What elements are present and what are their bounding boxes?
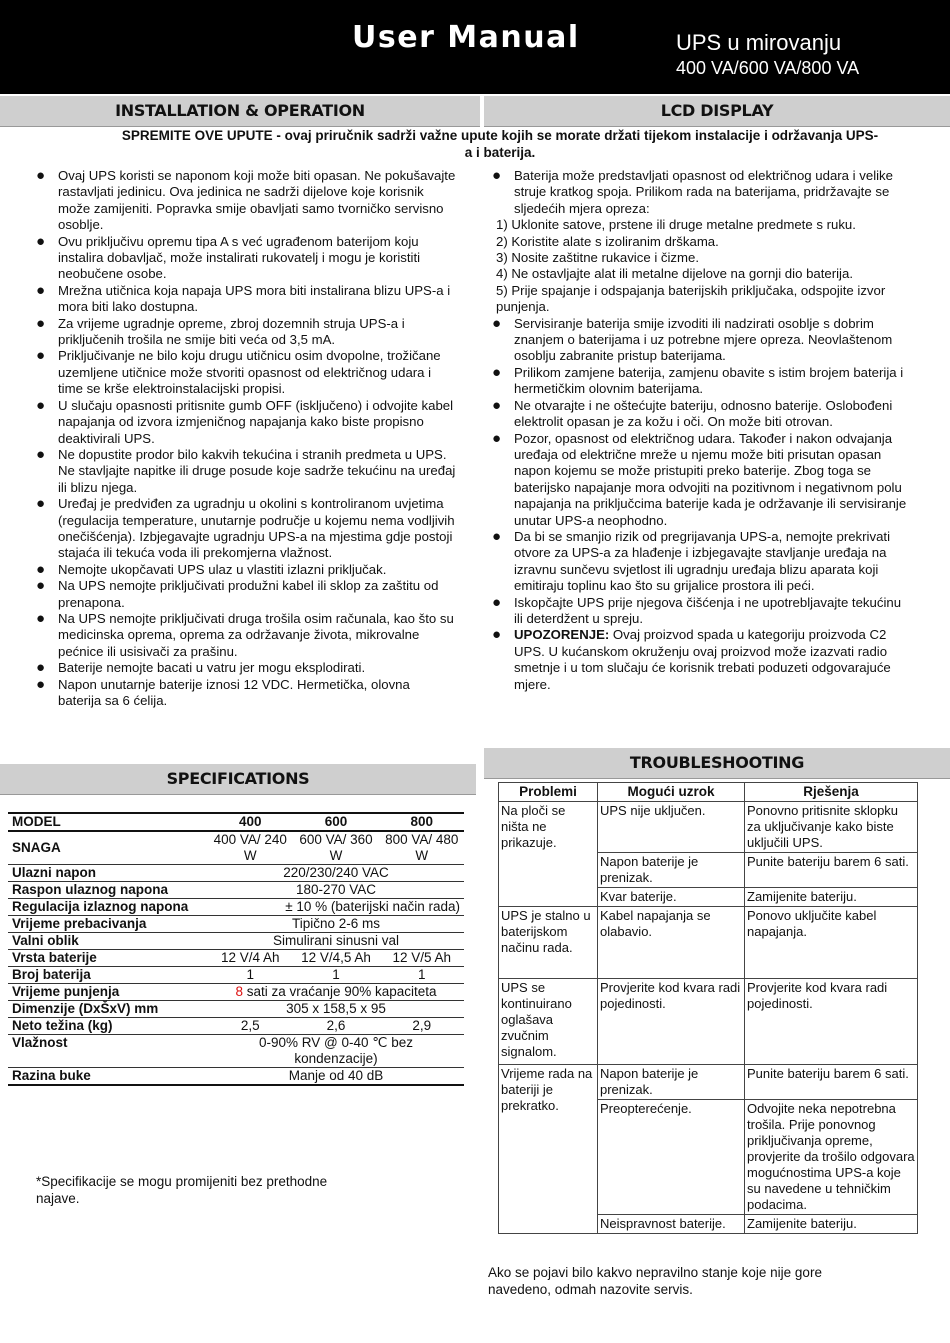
- spec-value: 600 VA/ 360 W: [292, 831, 379, 865]
- spec-label: Vrijeme prebacivanja: [8, 916, 208, 933]
- spec-label: SNAGA: [8, 831, 208, 865]
- list-item: [492, 595, 912, 628]
- spec-row: [8, 984, 464, 1001]
- list-item: [36, 316, 456, 349]
- spec-label: Razina buke: [8, 1068, 208, 1086]
- list-item: [492, 234, 912, 250]
- list-item-text: Priključivanje ne bilo koju drugu utičnicu osim dvopolne, trožičane uzemljene utičnice može stvoriti opasnost od električnog udara i time se krše elektroinstalacijski propisi.: [58, 348, 441, 397]
- spec-label: Valni oblik: [8, 933, 208, 950]
- list-item: [36, 447, 456, 496]
- spec-row: [8, 1035, 464, 1068]
- list-item: [36, 677, 456, 710]
- list-item: [36, 611, 456, 660]
- warning-label: UPOZORENJE:: [514, 627, 610, 643]
- list-item-text: Mrežna utičnica koja napaja UPS mora biti instalirana blizu UPS-a i mora biti lako dostupna.: [58, 282, 451, 315]
- ts-row: [499, 1065, 918, 1100]
- list-item: [36, 283, 456, 316]
- charge-hours: 8: [235, 984, 243, 999]
- spec-value: 220/230/240 VAC: [208, 865, 464, 882]
- list-item-text: Ovaj proizvod spada u kategoriju proizvoda C2 UPS. U kućanskom okruženju ovaj proizvod može izazvati radio smetnje i u tom slučaju će korisnik trebati poduzeti odgovarajuće mjere.: [514, 627, 891, 692]
- bullet-icon: ●: [492, 314, 502, 332]
- list-item-text: Uređaj je predviđen za ugradnju u okolini s kontroliranom uvjetima (regulacija temperature, unutarnje područje u kojemu nema vodljivih onečišćenja). Izbjegavajte ugradnju UPS-a na mjestima gdje postoji stajaća ili tekuća voda ili prekomjerna vlažnost.: [58, 496, 455, 561]
- ts-solution: Odvojite neka nepotrebna trošila. Prije ponovnog priključivanja opreme, provjerite da trošilo odgovara mogućnostima UPS-a koje su navedene u tehničkim podacima.: [745, 1100, 918, 1215]
- spec-value: 2,9: [379, 1018, 464, 1035]
- bullet-icon: ●: [36, 167, 46, 184]
- bullet-icon: ●: [36, 396, 46, 414]
- troubleshooting-heading: TROUBLESHOOTING: [484, 748, 950, 779]
- charge-text: sati za vraćanje 90% kapaciteta: [242, 984, 437, 999]
- spec-row: [8, 1001, 464, 1018]
- spec-label: Vrsta baterije: [8, 950, 208, 967]
- bullet-icon: ●: [36, 232, 46, 250]
- bullet-icon: ●: [492, 626, 502, 644]
- spec-value: 0-90% RV @ 0-40 ℃ bez kondenzacije): [208, 1035, 464, 1068]
- bullet-icon: ●: [36, 560, 46, 578]
- list-item: [36, 578, 456, 611]
- spec-row: [8, 882, 464, 899]
- spec-label: Ulazni napon: [8, 865, 208, 882]
- bullet-icon: ●: [492, 167, 502, 184]
- ts-solution: Ponovo uključite kabel napajanja.: [745, 907, 918, 979]
- list-item-text: 5) Prije spajanje i odspajanja baterijskih priključaka, odspojite izvor punjenja.: [496, 282, 886, 315]
- list-item: [36, 234, 456, 283]
- bullet-icon: ●: [36, 609, 46, 627]
- list-item-text: U slučaju opasnosti pritisnite gumb OFF (isključeno) i odvojite kabel napajanja od izvora izmjeničnog napajanja kako biste propisno deaktivirali UPS.: [58, 397, 454, 446]
- spec-value: 12 V/4,5 Ah: [292, 950, 379, 967]
- list-item: [36, 562, 456, 578]
- ts-cause: Kabel napajanja se olabavio.: [598, 907, 745, 979]
- spec-value: 1: [208, 967, 292, 984]
- spec-row: [8, 916, 464, 933]
- spec-value: 800 VA/ 480 W: [379, 831, 464, 865]
- product-name: UPS u mirovanju: [676, 30, 842, 55]
- list-item-text: Nemojte ukopčavati UPS ulaz u vlastiti izlazni priključak.: [58, 561, 387, 577]
- ts-cause: Napon baterije je prenizak.: [598, 1065, 745, 1100]
- spec-table: [8, 812, 464, 1086]
- list-item-text: Ne otvarajte i ne oštećujte bateriju, odnosno baterije. Oslobođeni elektrolit opasan je za kožu i oči. On može biti otrovan.: [514, 397, 893, 430]
- bullet-icon: ●: [36, 675, 46, 693]
- spec-row: [8, 1068, 464, 1086]
- spec-row: [8, 899, 464, 916]
- spec-value: Manje od 40 dB: [208, 1068, 464, 1086]
- installation-heading: INSTALLATION & OPERATION: [0, 96, 480, 127]
- ts-solution: Punite bateriju barem 6 sati.: [745, 1065, 918, 1100]
- bullet-icon: ●: [36, 659, 46, 677]
- bullet-icon: ●: [492, 527, 502, 545]
- list-item: [36, 168, 456, 234]
- ts-header-cause: Mogući uzrok: [598, 783, 745, 802]
- bullet-icon: ●: [36, 314, 46, 332]
- list-item-text: Prilikom zamjene baterija, zamjenu obavite s istim brojem baterija i hermetičkim olovnim baterijama.: [514, 364, 904, 397]
- bullet-icon: ●: [492, 593, 502, 611]
- spec-row: [8, 933, 464, 950]
- list-item: [492, 365, 912, 398]
- ts-cause: Neispravnost baterije.: [598, 1215, 745, 1234]
- list-item: [492, 398, 912, 431]
- spec-model-800: 800: [379, 813, 464, 831]
- header-bar: [0, 0, 950, 94]
- list-item-text: Napon unutarnje baterije iznosi 12 VDC. Hermetička, olovna baterija sa 6 ćelija.: [58, 676, 410, 708]
- ts-problem: Vrijeme rada na bateriji je prekratko.: [499, 1065, 598, 1234]
- ts-row: [499, 907, 918, 979]
- spec-value: 2,5: [208, 1018, 292, 1035]
- safety-list-left: [36, 168, 456, 709]
- spec-row-model: [8, 813, 464, 831]
- spec-value: 1: [379, 967, 464, 984]
- list-item: [36, 398, 456, 447]
- list-item-text: 3) Nosite zaštitne rukavice i čizme.: [496, 250, 700, 266]
- spec-label: Dimenzije (DxŠxV) mm: [8, 1001, 208, 1018]
- spec-value: Tipično 2-6 ms: [208, 916, 464, 933]
- safety-list-right: [492, 168, 912, 693]
- bullet-icon: ●: [492, 363, 502, 381]
- list-item: [492, 266, 912, 282]
- spec-value: 12 V/5 Ah: [379, 950, 464, 967]
- list-item-text: Servisiranje baterija smije izvoditi ili nadzirati osoblje s dobrim znanjem o baterijama i uz potrebne mjere opreza. Neovlaštenom osoblju zabranite pristup baterijama.: [514, 315, 893, 364]
- ts-cause: Preopterećenje.: [598, 1100, 745, 1215]
- list-item: [36, 348, 456, 397]
- ts-row: [499, 979, 918, 1065]
- spec-value: [208, 984, 464, 1001]
- ts-solution: Provjerite kod kvara radi pojedinosti.: [745, 979, 918, 1065]
- list-item-text: 4) Ne ostavljajte alat ili metalne dijelove na gornji dio baterija.: [496, 266, 853, 282]
- list-item-text: Na UPS nemojte priključivati druga trošila osim računala, kao što su medicinska oprema, oprema za održavanje života, mikrovalne pećnice ili usisivači za prašinu.: [58, 610, 454, 659]
- ts-solution: Punite bateriju barem 6 sati.: [745, 853, 918, 888]
- spec-label: Regulacija izlaznog napona: [8, 899, 208, 916]
- ts-solution: Zamijenite bateriju.: [745, 888, 918, 907]
- bullet-icon: ●: [36, 281, 46, 299]
- list-item-text: Na UPS nemojte priključivati produžni kabel ili sklop za zaštitu od prenapona.: [58, 578, 439, 610]
- spec-row: [8, 1018, 464, 1035]
- list-item: [492, 316, 912, 365]
- list-item: [492, 217, 912, 233]
- list-item: [492, 431, 912, 529]
- list-item-text: Iskopčajte UPS prije njegova čišćenja i ne upotrebljavajte tekućinu ili deterdžent u spreju.: [514, 594, 902, 626]
- spec-model-400: 400: [208, 813, 292, 831]
- list-item-text: Ovu priključivu opremu tipa A s već ugrađenom baterijom koju instalira dobavljač, može instalirati rukovatelj i mogu je koristiti neobučene osobe.: [58, 233, 421, 282]
- list-item-text: Ne dopustite prodor bilo kakvih tekućina i stranih predmeta u UPS. Ne stavljajte napitke ili druge posude koje sadrže tekućinu na uređaj ili blizu njega.: [58, 446, 456, 495]
- specifications-heading: SPECIFICATIONS: [0, 764, 476, 795]
- product-models: 400 VA/600 VA/800 VA: [676, 58, 860, 78]
- spec-value: 305 x 158,5 x 95: [208, 1001, 464, 1018]
- list-item: [492, 250, 912, 266]
- spec-value: 400 VA/ 240 W: [208, 831, 292, 865]
- ts-header-problem: Problemi: [499, 783, 598, 802]
- bullet-icon: ●: [492, 396, 502, 414]
- spec-row: [8, 865, 464, 882]
- list-item-text: Baterija može predstavljati opasnost od električnog udara i velike struje kratkog spoja. Prilikom rada na baterijama, pridržavajte se sljedećih mjera opreza:: [514, 168, 893, 216]
- list-item-text: Pozor, opasnost od električnog udara. Također i nakon odvajanja uređaja od električne mreže u njemu može biti prisutan opasan napon kojemu se može pristupiti preko baterije. Zbog toga se baterijsko napajanje mora odvojiti na pozitivnom i negativnom polu napajanja na priključcima baterije kada je održavanje ili servisiranje unutar UPS-a neophodno.: [514, 430, 907, 528]
- spec-label: Raspon ulaznog napona: [8, 882, 208, 899]
- ts-row: [499, 802, 918, 853]
- spec-row: [8, 967, 464, 984]
- ts-solution: Zamijenite bateriju.: [745, 1215, 918, 1234]
- ts-cause: Kvar baterije.: [598, 888, 745, 907]
- spec-value: 12 V/4 Ah: [208, 950, 292, 967]
- spec-label: Vlažnost: [8, 1035, 208, 1068]
- footer-note: Ako se pojavi bilo kakvo nepravilno stanje koje nije gore navedeno, odmah nazovite servis.: [488, 1265, 822, 1297]
- spec-label: Vrijeme punjenja: [8, 984, 208, 1001]
- spec-row: [8, 950, 464, 967]
- spec-value: 180-270 VAC: [208, 882, 464, 899]
- list-item-text: 2) Koristite alate s izoliranim drškama.: [496, 233, 719, 249]
- spec-value: ± 10 % (baterijski način rada): [208, 899, 464, 916]
- bullet-icon: ●: [36, 577, 46, 595]
- bullet-icon: ●: [36, 445, 46, 463]
- list-item: [492, 283, 912, 316]
- list-item-text: Ovaj UPS koristi se naponom koji može biti opasan. Ne pokušavajte rastavljati jedinicu. Ova jedinica ne sadrži dijelove koje korisnik može zamijeniti. Popravka smije obavljati samo tvorničko servisno osoblje.: [58, 168, 456, 233]
- list-item-text: 1) Uklonite satove, prstene ili druge metalne predmete s ruku.: [496, 217, 856, 233]
- ts-header-solution: Rješenja: [745, 783, 918, 802]
- list-item: [492, 529, 912, 595]
- ts-cause: UPS nije uključen.: [598, 802, 745, 853]
- list-item-text: Baterije nemojte bacati u vatru jer mogu eksplodirati.: [58, 660, 366, 676]
- ts-header-row: [499, 783, 918, 802]
- ts-solution: Ponovno pritisnite sklopku za uključivanje kako biste uključili UPS.: [745, 802, 918, 853]
- ts-cause: Napon baterije je prenizak.: [598, 853, 745, 888]
- spec-value: 1: [292, 967, 379, 984]
- notice-text: SPREMITE OVE UPUTE - ovaj priručnik sadrži važne upute kojih se morate držati tijekom instalacije i održavanja UPS-a i baterija.: [121, 128, 879, 160]
- bullet-icon: ●: [36, 495, 46, 513]
- list-item-text: Za vrijeme ugradnje opreme, zbroj dozemnih struja UPS-a i priključenih trošila ne smije biti veća od 3,5 mA.: [58, 315, 405, 348]
- spec-note: *Specifikacije se mogu promijeniti bez prethodne najave.: [36, 1174, 328, 1206]
- list-item: [492, 627, 912, 693]
- spec-row-snaga: [8, 831, 464, 865]
- ts-problem: UPS se kontinuirano oglašava zvučnim signalom.: [499, 979, 598, 1065]
- troubleshooting-table: [498, 782, 918, 1234]
- ts-cause: Provjerite kod kvara radi pojedinosti.: [598, 979, 745, 1065]
- spec-value: 2,6: [292, 1018, 379, 1035]
- spec-model-600: 600: [292, 813, 379, 831]
- manual-title: User Manual: [352, 20, 580, 55]
- ts-problem: Na ploči se ništa ne prikazuje.: [499, 802, 598, 907]
- lcd-heading: LCD DISPLAY: [484, 96, 950, 127]
- spec-label: Broj baterija: [8, 967, 208, 984]
- list-item: [492, 168, 912, 217]
- spec-label: MODEL: [8, 813, 208, 831]
- ts-problem: UPS je stalno u baterijskom načinu rada.: [499, 907, 598, 979]
- spec-label: Neto težina (kg): [8, 1018, 208, 1035]
- list-item: [36, 660, 456, 676]
- spec-value: Simulirani sinusni val: [208, 933, 464, 950]
- bullet-icon: ●: [492, 429, 502, 447]
- bullet-icon: ●: [36, 347, 46, 365]
- list-item-text: Da bi se smanjio rizik od pregrijavanja UPS-a, nemojte prekrivati otvore za UPS-a za hlađenje i izbjegavajte stavljanje uređaja na izravnu sunčevu svjetlost ili ugradnju uređaja blizu aparata koji emitiraju toplinu kao što su grijalice prostora ili peći.: [514, 528, 890, 594]
- list-item: [36, 496, 456, 562]
